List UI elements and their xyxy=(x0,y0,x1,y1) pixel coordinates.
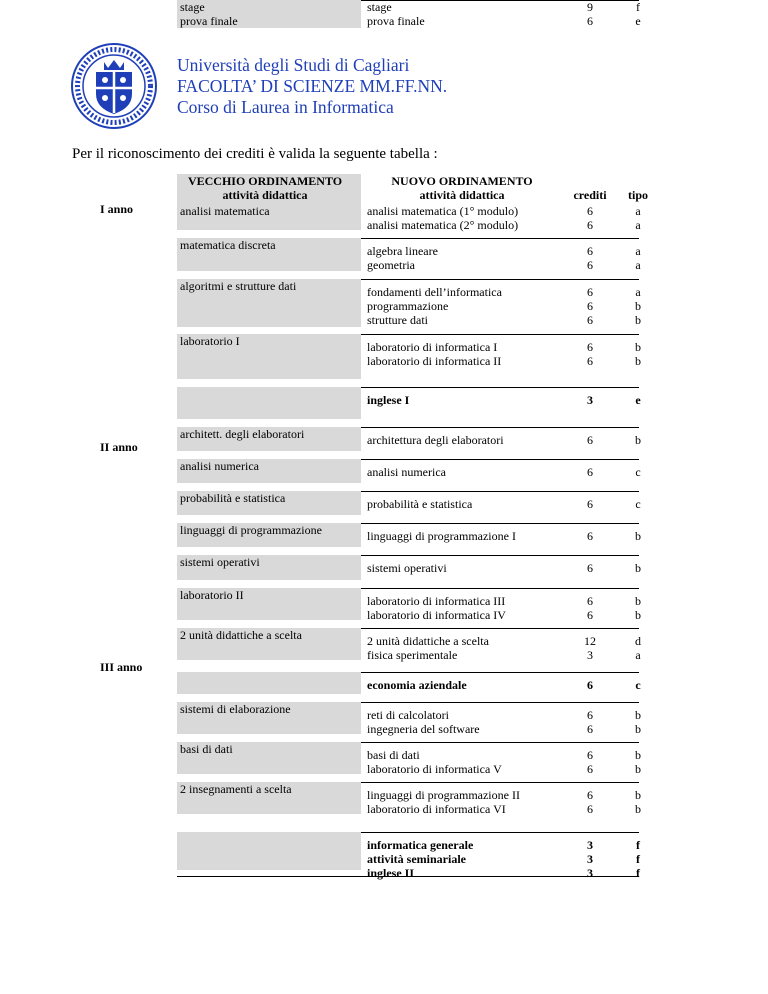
credits-cell xyxy=(570,838,610,880)
old-activity: stage xyxy=(180,0,205,14)
type-value: b xyxy=(635,762,641,776)
type-cell xyxy=(626,465,650,479)
old-activity: laboratorio II xyxy=(180,588,244,602)
credits-value: 6 xyxy=(587,561,593,575)
credits-cell xyxy=(570,0,610,28)
new-activity: basi di dati xyxy=(367,748,420,762)
faculty-name: FACOLTA’ DI SCIENZE MM.FF.NN. xyxy=(177,76,448,96)
year-label: I anno xyxy=(100,202,134,216)
type-value: a xyxy=(635,285,641,299)
new-activity: linguaggi di programmazione I xyxy=(367,529,516,543)
type-value: d xyxy=(635,634,641,648)
new-activity: geometria xyxy=(367,258,415,272)
type-value: c xyxy=(635,465,641,479)
new-header-subtitle: attività didattica xyxy=(419,188,505,202)
credits-value: 3 xyxy=(587,852,593,866)
type-value: b xyxy=(635,722,641,736)
old-activity-cell xyxy=(177,555,361,580)
credits-value: 6 xyxy=(587,313,593,327)
new-activity: reti di calcolatori xyxy=(367,708,449,722)
new-activity: strutture dati xyxy=(367,313,428,327)
new-activity-cell xyxy=(367,465,446,479)
type-value: b xyxy=(635,340,641,354)
type-cell xyxy=(626,788,650,816)
type-value: e xyxy=(635,14,641,28)
new-activity: analisi numerica xyxy=(367,465,446,479)
type-value: b xyxy=(635,788,641,802)
credits-cell xyxy=(570,678,610,692)
type-value: f xyxy=(636,838,640,852)
type-cell xyxy=(626,285,650,327)
new-activity: analisi matematica (1° modulo) xyxy=(367,204,519,218)
credits-value: 6 xyxy=(587,529,593,543)
type-value: f xyxy=(636,0,640,14)
old-activity: analisi numerica xyxy=(180,459,259,473)
type-value: a xyxy=(635,218,641,232)
type-value: f xyxy=(636,866,640,880)
credits-value: 9 xyxy=(587,0,593,14)
credits-value: 6 xyxy=(587,354,593,368)
old-activity-cell xyxy=(177,0,361,28)
new-activity: laboratorio di informatica VI xyxy=(367,802,506,816)
old-activity-cell xyxy=(177,491,361,515)
type-value: e xyxy=(635,393,641,407)
new-activity-cell xyxy=(367,393,409,407)
old-activity-cell xyxy=(177,628,361,660)
old-activity-cell xyxy=(177,279,361,327)
new-activity: programmazione xyxy=(367,299,449,313)
old-activity: linguaggi di programmazione xyxy=(180,523,322,537)
year-label: II anno xyxy=(100,440,138,454)
old-activity: 2 insegnamenti a scelta xyxy=(180,782,292,796)
old-activity: sistemi operativi xyxy=(180,555,260,569)
type-value: a xyxy=(635,204,641,218)
new-activity-cell xyxy=(367,433,504,447)
new-header xyxy=(367,174,557,202)
type-cell xyxy=(626,0,650,28)
old-activity: matematica discreta xyxy=(180,238,276,252)
credits-cell xyxy=(570,285,610,327)
new-activity-cell xyxy=(367,497,472,511)
new-activity: algebra lineare xyxy=(367,244,438,258)
type-value: b xyxy=(635,561,641,575)
credits-cell xyxy=(570,561,610,575)
new-activity: probabilità e statistica xyxy=(367,497,473,511)
credits-value: 12 xyxy=(584,634,596,648)
old-activity-cell xyxy=(177,523,361,547)
type-cell xyxy=(626,594,650,622)
old-activity-cell xyxy=(177,238,361,271)
type-cell xyxy=(626,678,650,692)
new-activity-cell xyxy=(367,838,473,880)
credits-value: 6 xyxy=(587,285,593,299)
credits-cell xyxy=(570,393,610,407)
credits-value: 3 xyxy=(587,648,593,662)
old-header-subtitle: attività didattica xyxy=(222,188,308,202)
old-activity-cell xyxy=(177,782,361,814)
new-activity: laboratorio di informatica III xyxy=(367,594,506,608)
credits-cell xyxy=(570,634,610,662)
new-activity-cell xyxy=(367,678,467,692)
new-activity-cell xyxy=(367,244,438,272)
course-name: Corso di Laurea in Informatica xyxy=(177,97,394,117)
old-activity: analisi matematica xyxy=(180,204,270,218)
new-activity: attività seminariale xyxy=(367,852,466,866)
old-activity-cell xyxy=(177,387,361,419)
new-activity: informatica generale xyxy=(367,838,474,852)
type-value: a xyxy=(635,258,641,272)
credits-value: 6 xyxy=(587,722,593,736)
new-activity: inglese II xyxy=(367,866,415,880)
new-activity: inglese I xyxy=(367,393,410,407)
new-activity: laboratorio di informatica II xyxy=(367,354,502,368)
type-cell xyxy=(626,708,650,736)
credits-value: 3 xyxy=(587,393,593,407)
old-activity-cell xyxy=(177,672,361,694)
credits-value: 6 xyxy=(587,244,593,258)
type-cell xyxy=(626,748,650,776)
type-cell xyxy=(626,393,650,407)
type-cell xyxy=(626,204,650,232)
new-activity: prova finale xyxy=(367,14,425,28)
type-value: b xyxy=(635,748,641,762)
type-cell xyxy=(626,244,650,272)
credits-value: 6 xyxy=(587,433,593,447)
university-name: Università degli Studi di Cagliari xyxy=(177,55,410,75)
credits-value: 6 xyxy=(587,14,593,28)
type-cell xyxy=(626,634,650,662)
credits-cell xyxy=(570,788,610,816)
type-value: b xyxy=(635,433,641,447)
new-activity: ingegneria del software xyxy=(367,722,480,736)
credits-value: 6 xyxy=(587,465,593,479)
credits-value: 6 xyxy=(587,748,593,762)
old-activity: algoritmi e strutture dati xyxy=(180,279,297,293)
old-activity-cell xyxy=(177,334,361,379)
credits-value: 6 xyxy=(587,708,593,722)
credits-cell xyxy=(570,204,610,232)
credits-cell xyxy=(570,465,610,479)
new-activity: 2 unità didattiche a scelta xyxy=(367,634,489,648)
old-activity-cell xyxy=(177,427,361,451)
new-activity: laboratorio di informatica V xyxy=(367,762,502,776)
credits-value: 6 xyxy=(587,218,593,232)
old-activity: 2 unità didattiche a scelta xyxy=(180,628,302,642)
old-activity-cell xyxy=(177,588,361,620)
credits-value: 6 xyxy=(587,258,593,272)
type-value: a xyxy=(635,648,641,662)
credits-header: crediti xyxy=(573,188,607,202)
old-activity: probabilità e statistica xyxy=(180,491,286,505)
type-cell xyxy=(626,340,650,368)
credits-cell xyxy=(570,340,610,368)
type-cell xyxy=(626,529,650,543)
credits-value: 6 xyxy=(587,678,593,692)
intro-text: Per il riconoscimento dei crediti è valida la seguente tabella : xyxy=(72,146,438,162)
new-activity-cell xyxy=(367,561,447,575)
type-value: b xyxy=(635,299,641,313)
type-cell xyxy=(626,561,650,575)
credits-value: 6 xyxy=(587,594,593,608)
type-cell xyxy=(626,838,650,880)
type-value: a xyxy=(635,244,641,258)
type-header: tipo xyxy=(627,188,648,202)
type-cell xyxy=(626,497,650,511)
old-activity-cell xyxy=(177,702,361,734)
credits-cell xyxy=(570,497,610,511)
type-value: b xyxy=(635,594,641,608)
type-value: b xyxy=(635,529,641,543)
new-activity-cell xyxy=(367,0,425,28)
new-activity: analisi matematica (2° modulo) xyxy=(367,218,519,232)
old-activity-cell xyxy=(177,742,361,774)
credits-cell xyxy=(570,244,610,272)
credits-cell xyxy=(570,748,610,776)
old-activity: sistemi di elaborazione xyxy=(180,702,291,716)
type-value: b xyxy=(635,313,641,327)
new-activity-cell xyxy=(367,748,502,776)
old-activity-cell xyxy=(177,459,361,483)
old-header-title: VECCHIO ORDINAMENTO xyxy=(187,174,343,188)
credits-cell xyxy=(570,594,610,622)
credits-value: 6 xyxy=(587,497,593,511)
new-activity-cell xyxy=(367,634,489,662)
old-activity-cell xyxy=(177,204,361,230)
year-label: III anno xyxy=(100,660,143,674)
new-activity-cell xyxy=(367,204,518,232)
type-value: c xyxy=(635,678,641,692)
new-activity-cell xyxy=(367,594,506,622)
old-activity: laboratorio I xyxy=(180,334,240,348)
credits-value: 6 xyxy=(587,340,593,354)
new-activity: sistemi operativi xyxy=(367,561,447,575)
type-value: b xyxy=(635,708,641,722)
credits-value: 6 xyxy=(587,299,593,313)
type-cell xyxy=(626,433,650,447)
row-divider xyxy=(177,876,639,877)
credits-value: 6 xyxy=(587,788,593,802)
credits-value: 6 xyxy=(587,802,593,816)
new-activity: stage xyxy=(367,0,392,14)
type-value: b xyxy=(635,608,641,622)
new-activity: economia aziendale xyxy=(367,678,467,692)
new-activity-cell xyxy=(367,285,502,327)
type-value: c xyxy=(635,497,641,511)
new-activity-cell xyxy=(367,340,501,368)
new-activity: laboratorio di informatica IV xyxy=(367,608,506,622)
new-header-title: NUOVO ORDINAMENTO xyxy=(391,174,533,188)
new-activity-cell xyxy=(367,708,480,736)
new-activity-cell xyxy=(367,529,516,543)
credits-cell xyxy=(570,708,610,736)
new-activity: laboratorio di informatica I xyxy=(367,340,498,354)
new-activity: linguaggi di programmazione II xyxy=(367,788,520,802)
credits-cell xyxy=(570,433,610,447)
type-value: b xyxy=(635,354,641,368)
new-activity: architettura degli elaboratori xyxy=(367,433,504,447)
credits-value: 6 xyxy=(587,608,593,622)
new-activity-cell xyxy=(367,788,520,816)
old-activity: prova finale xyxy=(180,14,238,28)
credits-value: 3 xyxy=(587,838,593,852)
new-activity: fisica sperimentale xyxy=(367,648,458,662)
old-header-cell xyxy=(177,174,361,204)
credits-cell xyxy=(570,529,610,543)
old-activity: architett. degli elaboratori xyxy=(180,427,305,441)
type-value: f xyxy=(636,852,640,866)
credits-value: 6 xyxy=(587,762,593,776)
old-activity-cell xyxy=(177,832,361,870)
old-activity: basi di dati xyxy=(180,742,233,756)
credits-value: 3 xyxy=(587,866,593,880)
credits-value: 6 xyxy=(587,204,593,218)
type-value: b xyxy=(635,802,641,816)
new-activity: fondamenti dell’informatica xyxy=(367,285,502,299)
